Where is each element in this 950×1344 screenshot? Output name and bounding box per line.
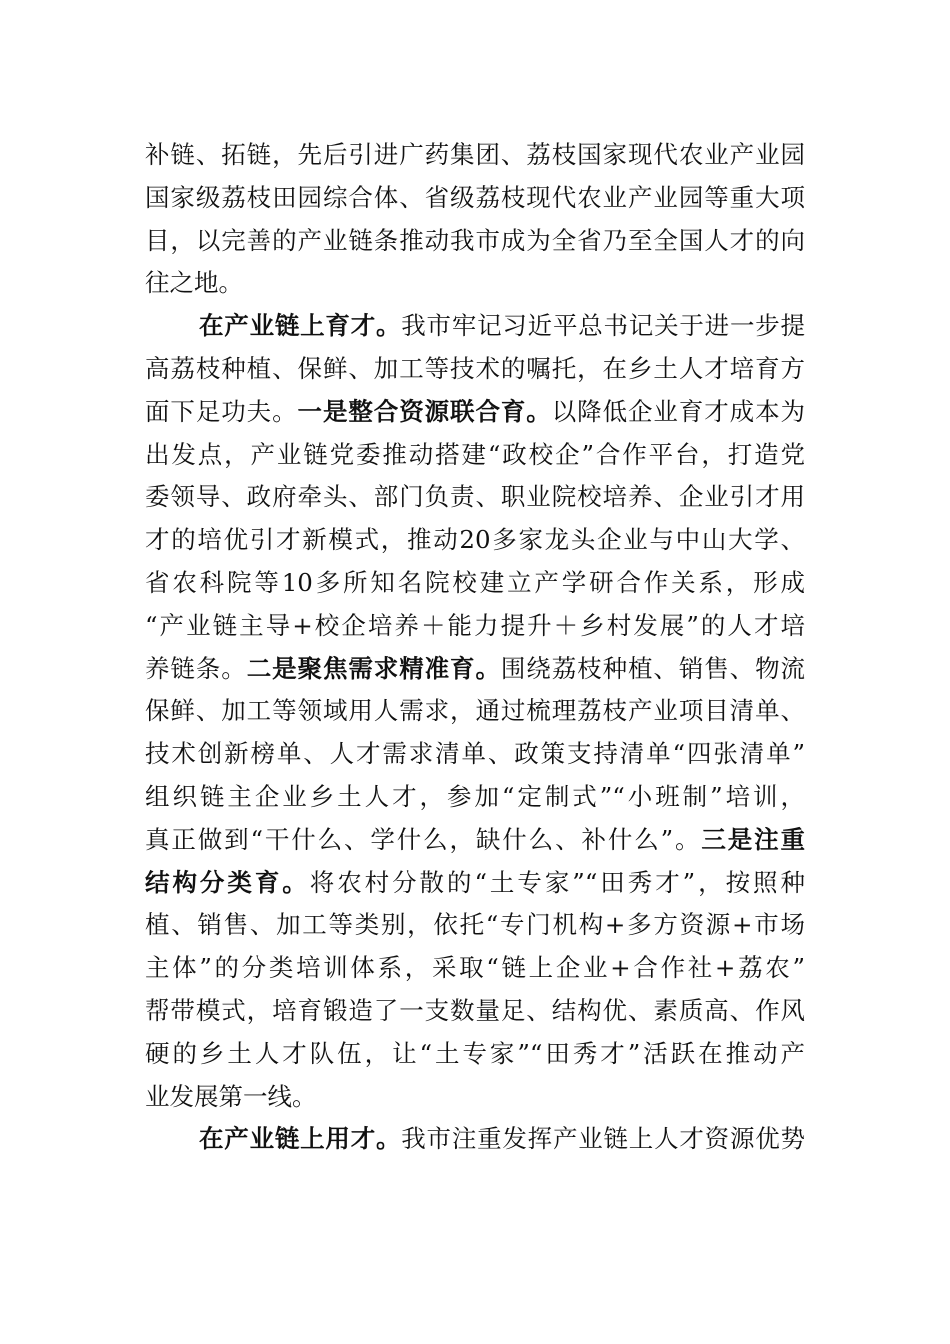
body-text: 保鲜、加工等领域用人需求，通过梳理荔枝产业项目清单、	[145, 696, 805, 726]
body-text: 主体”的分类培训体系，采取“链上企业+合作社+荔农”	[145, 953, 805, 983]
body-text: 补链、拓链，先后引进广药集团、荔枝国家现代农业产业园	[145, 140, 805, 169]
body-text: 高荔枝种植、保鲜、加工等技术的嘱托，在乡土人才培育方	[145, 354, 805, 383]
body-text: 我市牢记习近平总书记关于进一步提	[401, 311, 806, 341]
text-line	[145, 138, 805, 172]
body-text: 以降低企业育才成本为	[551, 396, 806, 426]
text-line	[145, 266, 805, 300]
body-text: 帮带模式，培育锻造了一支数量足、结构优、素质高、作风	[145, 996, 805, 1025]
body-text: 真正做到“干什么、学什么，缺什么、补什么”。	[145, 824, 702, 854]
text-line	[199, 1122, 805, 1156]
bold-heading-text: 三是注重	[701, 824, 805, 854]
body-text: “产业链主导+校企培养＋能力提升＋乡村发展”的人才培	[145, 610, 805, 640]
text-line	[145, 395, 805, 429]
body-text: 植、销售、加工等类别，依托“专门机构+多方资源+市场	[145, 910, 805, 940]
text-line	[145, 652, 805, 686]
bold-heading-text: 在产业链上育才。	[199, 311, 402, 341]
text-line	[145, 480, 805, 514]
body-text: 才的培优引才新模式，推动20多家龙头企业与中山大学、	[145, 525, 805, 555]
body-text: 硬的乡土人才队伍，让“土专家”“田秀才”活跃在推动产	[145, 1038, 805, 1068]
text-line	[199, 309, 805, 343]
body-text: 技术创新榜单、人才需求清单、政策支持清单“四张清单”	[145, 739, 805, 769]
body-text: 组织链主企业乡土人才，参加“定制式”“小班制”培训，	[145, 782, 805, 811]
bold-heading-text: 在产业链上用才。	[199, 1124, 402, 1154]
body-text: 业发展第一线。	[145, 1081, 317, 1111]
text-line	[145, 1037, 805, 1071]
text-line	[145, 780, 805, 814]
text-line	[145, 1080, 805, 1114]
text-line	[145, 694, 805, 728]
text-line	[145, 224, 805, 258]
body-text: 省农科院等10多所知名院校建立产学研合作关系，形成	[145, 568, 805, 597]
body-text: 国家级荔枝田园综合体、省级荔枝现代农业产业园等重大项	[145, 182, 805, 212]
text-line	[145, 352, 805, 386]
bold-heading-text: 结构分类育。	[145, 867, 310, 897]
body-text: 出发点，产业链党委推动搭建“政校企”合作平台，打造党	[145, 439, 805, 469]
body-text: 我市注重发挥产业链上人才资源优势	[401, 1124, 806, 1154]
bold-heading-text: 二是聚焦需求精准育。	[246, 653, 501, 683]
body-text: 委领导、政府牵头、部门负责、职业院校培养、企业引才用	[145, 482, 805, 512]
text-line	[145, 951, 805, 985]
text-line	[145, 908, 805, 942]
text-line	[145, 994, 805, 1028]
text-line	[145, 823, 805, 857]
body-text: 目，以完善的产业链条推动我市成为全省乃至全国人才的向	[145, 225, 805, 255]
text-line	[145, 737, 805, 771]
body-text: 面下足功夫。	[145, 396, 298, 426]
body-text: 养链条。	[145, 653, 247, 683]
text-line	[145, 438, 805, 472]
text-line	[145, 181, 805, 215]
body-text: 将农村分散的“土专家”“田秀才”，按照种	[309, 867, 806, 897]
text-line	[145, 609, 805, 643]
body-text: 往之地。	[145, 268, 243, 298]
text-line	[145, 523, 805, 557]
body-text: 围绕荔枝种植、销售、物流	[500, 653, 806, 683]
bold-heading-text: 一是整合资源联合育。	[297, 396, 552, 426]
text-line	[145, 866, 805, 900]
text-line	[145, 566, 805, 600]
